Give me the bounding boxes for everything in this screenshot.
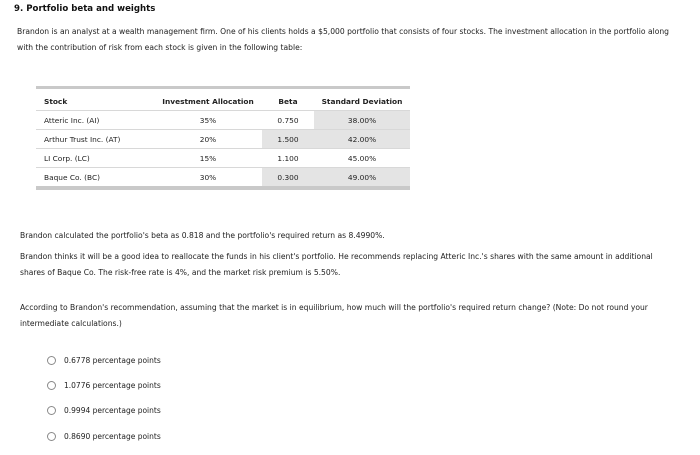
stock-name: LI Corp. (LC) <box>36 149 154 168</box>
beta-value: 1.500 <box>262 130 314 149</box>
answer-option-3[interactable] <box>47 403 161 417</box>
allocation-value: 30% <box>154 168 262 187</box>
table-header-row <box>36 92 410 111</box>
answer-option-label: 0.9994 percentage points <box>64 405 161 415</box>
std-dev-value: 49.00% <box>314 168 410 187</box>
table-row <box>36 111 410 130</box>
answer-option-label: 1.0776 percentage points <box>64 380 161 390</box>
question-prompt: According to Brandon's recommendation, assuming that the market is in equilibrium, how much will the portfolio's required return change? (Note: Do not round your intermediate calculations.) <box>20 303 648 328</box>
allocation-value: 35% <box>154 111 262 130</box>
table-row <box>36 130 410 149</box>
std-dev-value: 45.00% <box>314 149 410 168</box>
recommendation-text: Brandon thinks it will be a good idea to reallocate the funds in his client's portfolio. He recommends replacing Atteric Inc.'s shares with the same amount in additional shares of Baque Co. The risk-free rate is 4%, and the market risk premium is 5.50%. <box>20 252 653 277</box>
answer-option-2[interactable] <box>47 378 161 392</box>
radio-button-icon[interactable] <box>47 356 56 365</box>
std-dev-value: 42.00% <box>314 130 410 149</box>
table-bottom-border <box>36 186 410 190</box>
radio-button-icon[interactable] <box>47 381 56 390</box>
answer-option-4[interactable] <box>47 429 161 443</box>
allocation-value: 20% <box>154 130 262 149</box>
beta-value: 1.100 <box>262 149 314 168</box>
beta-value: 0.750 <box>262 111 314 130</box>
header-standard-deviation: Standard Deviation <box>321 96 403 106</box>
stock-name: Baque Co. (BC) <box>36 168 154 187</box>
radio-button-icon[interactable] <box>47 406 56 415</box>
beta-value: 0.300 <box>262 168 314 187</box>
stock-name: Atteric Inc. (AI) <box>36 111 154 130</box>
allocation-value: 15% <box>154 149 262 168</box>
header-investment-allocation: Investment Allocation <box>162 96 254 106</box>
header-beta: Beta <box>278 96 298 106</box>
std-dev-value: 38.00% <box>314 111 410 130</box>
portfolio-table <box>36 92 410 186</box>
question-intro: Brandon is an analyst at a wealth management firm. One of his clients holds a $5,000 portfolio that consists of four stocks. The investment allocation in the portfolio along with the contribution of risk from each stock is given in the following table: <box>17 27 670 52</box>
table-row <box>36 149 410 168</box>
stock-name: Arthur Trust Inc. (AT) <box>36 130 154 149</box>
answer-option-label: 0.8690 percentage points <box>64 431 161 441</box>
answer-option-1[interactable] <box>47 353 161 367</box>
calc-statement: Brandon calculated the portfolio's beta as 0.818 and the portfolio's required return as 8.4990%. <box>20 231 385 240</box>
header-stock: Stock <box>44 96 68 106</box>
answer-option-label: 0.6778 percentage points <box>64 355 161 365</box>
question-title: 9. Portfolio beta and weights <box>14 4 156 14</box>
radio-button-icon[interactable] <box>47 432 56 441</box>
table-row <box>36 168 410 187</box>
table-top-border <box>36 86 410 89</box>
